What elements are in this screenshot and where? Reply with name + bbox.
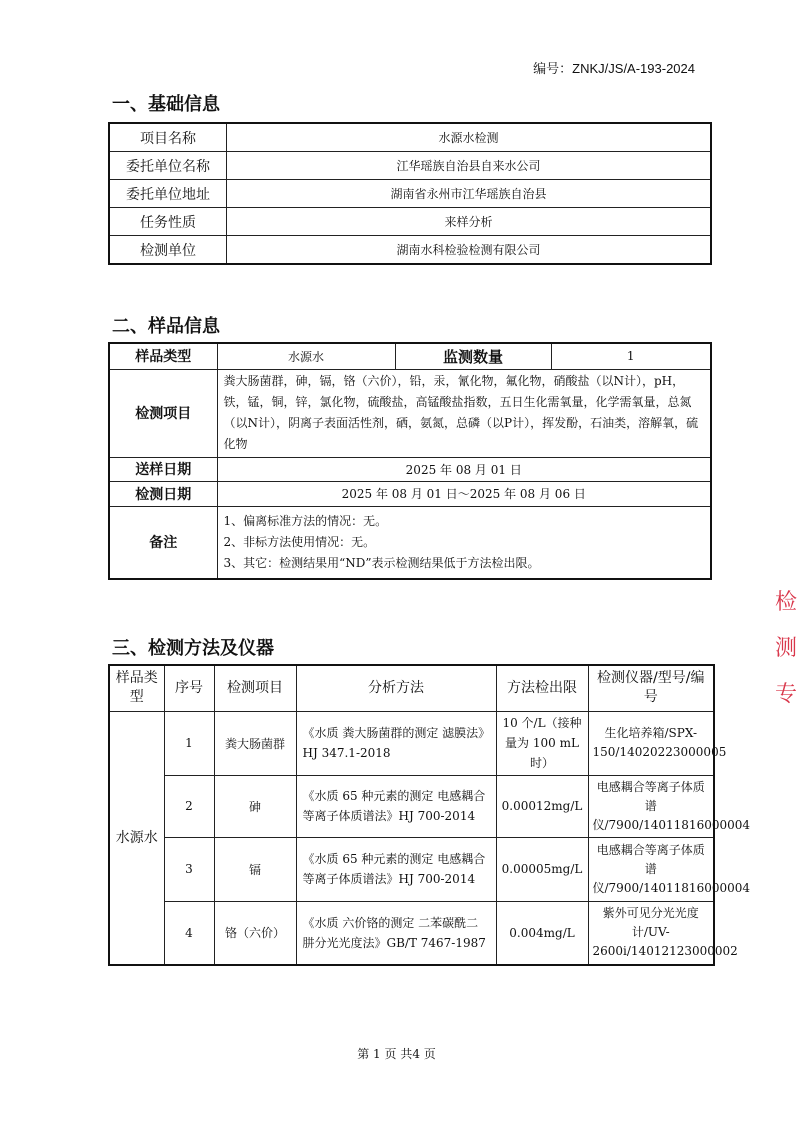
section-basic-info-title: 一、基础信息 (112, 94, 220, 115)
methods-table (108, 664, 751, 966)
test-items-label: 检测项目 (109, 369, 217, 457)
limit-cell: 0.004mg/L (496, 901, 588, 965)
method-cell: 《水质 65 种元素的测定 电感耦合等离子体质谱法》HJ 700-2014 (296, 775, 496, 837)
header-instrument: 检测仪器/型号/编号 (588, 665, 714, 711)
instrument-cell: 电感耦合等离子体质谱仪/7900/14011816000004 (588, 837, 714, 901)
header-method: 分析方法 (296, 665, 496, 711)
table-row (109, 901, 714, 965)
page-footer: 第 1 页 共4 页 (357, 1047, 436, 1061)
remarks-label: 备注 (109, 506, 217, 579)
seq-cell: 2 (164, 775, 214, 837)
remark-line: 1、偏离标准方法的情况：无。 (223, 513, 388, 528)
test-date-label: 检测日期 (109, 481, 217, 506)
row-label: 检测单位 (109, 236, 227, 265)
method-cell: 《水质 六价铬的测定 二苯碳酰二肼分光光度法》GB/T 7467-1987 (296, 901, 496, 965)
row-value: 湖南水科检验检测有限公司 (227, 236, 712, 265)
header-item: 检测项目 (214, 665, 296, 711)
instrument-cell: 电感耦合等离子体质谱仪/7900/14011816000004 (588, 775, 714, 837)
quantity-label: 监测数量 (395, 343, 551, 369)
limit-cell: 0.00005mg/L (496, 837, 588, 901)
header-limit: 方法检出限 (496, 665, 588, 711)
remark-line: 3、其它：检测结果用“ND”表示检测结果低于方法检出限。 (223, 555, 540, 570)
row-value: 来样分析 (227, 208, 712, 236)
instrument-cell: 生化培养箱/SPX-150/14020223000005 (588, 711, 714, 775)
sample-type-cell: 水源水 (109, 711, 164, 965)
row-value: 水源水检测 (227, 123, 712, 152)
send-date-label: 送样日期 (109, 457, 217, 481)
table-row (109, 775, 714, 837)
instrument-cell: 紫外可见分光光度计/UV-2600i/14012123000002 (588, 901, 714, 965)
item-cell: 镉 (214, 837, 296, 901)
method-cell: 《水质 粪大肠菌群的测定 滤膜法》HJ 347.1-2018 (296, 711, 496, 775)
method-cell: 《水质 65 种元素的测定 电感耦合等离子体质谱法》HJ 700-2014 (296, 837, 496, 901)
row-label: 任务性质 (109, 208, 227, 236)
limit-cell: 0.00012mg/L (496, 775, 588, 837)
row-value: 湖南省永州市江华瑶族自治县 (227, 180, 712, 208)
table-row (109, 180, 711, 208)
table-row (109, 236, 711, 265)
section-methods-title: 三、检测方法及仪器 (112, 638, 274, 659)
seq-cell: 1 (164, 711, 214, 775)
table-row (109, 208, 711, 236)
quantity-value: 1 (551, 343, 711, 369)
header-seq: 序号 (164, 665, 214, 711)
row-label: 委托单位名称 (109, 152, 227, 180)
table-row (109, 123, 711, 152)
table-header-row (109, 665, 714, 711)
remark-line: 2、非标方法使用情况：无。 (223, 534, 376, 549)
remarks-value (217, 506, 711, 579)
table-row (109, 481, 711, 506)
table-row (109, 457, 711, 481)
document-number: 编号：ZNKJ/JS/A-193-2024 (533, 61, 695, 76)
sample-type-label: 样品类型 (109, 343, 217, 369)
row-value: 江华瑶族自治县自来水公司 (227, 152, 712, 180)
item-cell: 砷 (214, 775, 296, 837)
item-cell: 铬（六价） (214, 901, 296, 965)
table-row (109, 369, 711, 457)
table-row (109, 711, 714, 775)
seq-cell: 4 (164, 901, 214, 965)
test-date-value: 2025 年 08 月 01 日～2025 年 08 月 06 日 (217, 481, 711, 506)
test-items-value: 粪大肠菌群，砷，镉，铬（六价），铅，汞，氰化物，氟化物，硝酸盐（以N计），pH，铁，锰，铜，锌，氯化物，硫酸盐，高锰酸盐指数，五日生化需氧量，化学需氧量，总氮（以N计），阴离子表面活性剂，硒，氨氮，总磷（以P计），挥发酚，石油类，溶解氧，硫化物 (217, 369, 711, 457)
row-label: 项目名称 (109, 123, 227, 152)
sample-type-value: 水源水 (217, 343, 395, 369)
sample-info-table (108, 342, 712, 580)
seq-cell: 3 (164, 837, 214, 901)
table-row (109, 152, 711, 180)
table-row (109, 506, 711, 579)
section-sample-info-title: 二、样品信息 (112, 316, 220, 337)
header-sample-type: 样品类型 (109, 665, 164, 711)
seal-stamp-fragment: 检 测 专 (775, 590, 797, 707)
table-row (109, 343, 711, 369)
limit-cell: 10 个/L（接种量为 100 mL 时） (496, 711, 588, 775)
send-date-value: 2025 年 08 月 01 日 (217, 457, 711, 481)
row-label: 委托单位地址 (109, 180, 227, 208)
table-row (109, 837, 714, 901)
item-cell: 粪大肠菌群 (214, 711, 296, 775)
basic-info-table (108, 122, 712, 265)
